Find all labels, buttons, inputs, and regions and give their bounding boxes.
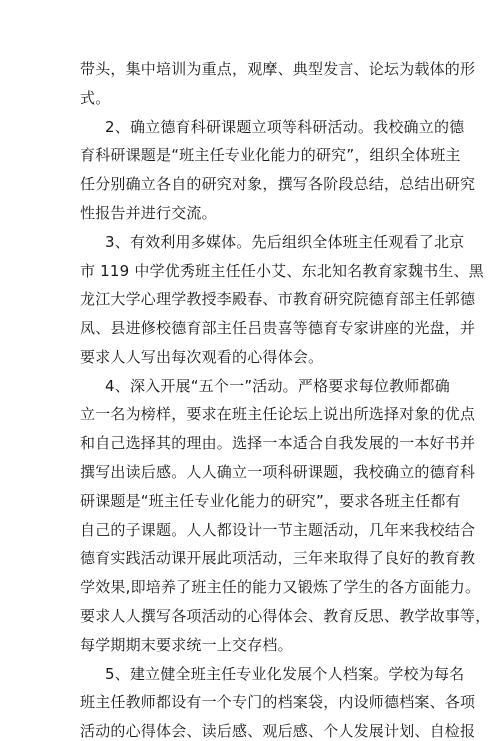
- text-line: 式。: [80, 89, 111, 107]
- text-line: 育科研课题是“班主任专业化能力的研究”，组织全体班主: [80, 146, 461, 164]
- text-line: 任分别确立各自的研究对象，撰写各阶段总结，总结出研究: [80, 175, 476, 193]
- text-line: 每学期期末要求统一上交存档。: [80, 636, 293, 654]
- text-line: 研课题是“班主任专业化能力的研究”，要求各班主任都有: [80, 492, 461, 510]
- text-line: 活动的心得体会、读后感、观后感、个人发展计划、自检报: [80, 722, 476, 740]
- text-line: 学效果,即培养了班主任的能力又锻炼了学生的各方面能力。: [80, 578, 481, 596]
- text-line: 自己的子课题。人人都设计一节主题活动，几年来我校结合: [80, 521, 476, 539]
- paragraph-first-line: 3、有效利用多媒体。先后组织全体班主任观看了北京: [105, 233, 465, 251]
- text-line: 性报告并进行交流。: [80, 204, 217, 222]
- text-line: 市 119 中学优秀班主任任小艾、东北知名教育家魏书生、黑: [80, 262, 484, 280]
- text-line: 要求人人写出每次观看的心得体会。: [80, 348, 324, 366]
- text-line: 班主任教师都设有一个专门的档案袋，内设师德档案、各项: [80, 693, 476, 711]
- text-line: 和自己选择其的理由。选择一本适合自我发展的一本好书并: [80, 434, 476, 452]
- text-line: 撰写出读后感。人人确立一项科研课题，我校确立的德育科: [80, 463, 476, 481]
- text-line: 带头，集中培训为重点，观摩、典型发言、论坛为载体的形: [80, 60, 476, 78]
- text-line: 立一名为榜样，要求在班主任论坛上说出所选择对象的优点: [80, 405, 476, 423]
- text-line: 要求人人撰写各项活动的心得体会、教育反思、教学故事等，: [80, 607, 491, 625]
- text-line: 凤、县进修校德育部主任吕贵喜等德育专家讲座的光盘，并: [80, 319, 476, 337]
- text-line: 龙江大学心理学教授李殿春、市教育研究院德育部主任郭德: [80, 290, 476, 308]
- paragraph-first-line: 5、建立健全班主任专业化发展个人档案。学校为每名: [105, 665, 465, 683]
- paragraph-first-line: 2、确立德育科研课题立项等科研活动。我校确立的德: [105, 118, 465, 136]
- text-line: 德育实践活动课开展此项活动，三年来取得了良好的教育教: [80, 549, 476, 567]
- paragraph-first-line: 4、深入开展“五个一”活动。严格要求每位教师都确: [105, 377, 450, 395]
